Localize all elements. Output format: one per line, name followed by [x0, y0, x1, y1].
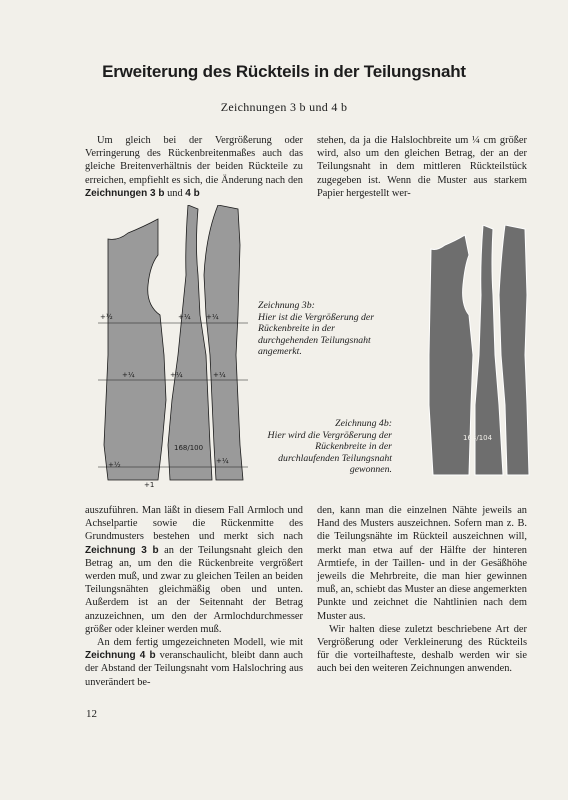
- pattern-piece-side: [104, 219, 166, 480]
- page-subtitle: Zeichnungen 3 b und 4 b: [220, 100, 348, 114]
- page-number: 12: [86, 708, 97, 720]
- caption-4b: [262, 418, 392, 476]
- bold-reference: Zeichnung 3 b: [85, 544, 159, 556]
- measure-label: +¼: [216, 457, 229, 465]
- measure-label: +¼: [213, 371, 226, 379]
- paragraph-text: veranschaulicht, bleibt dann auch der Abstand der Teilungsnaht vom Halslochring aus unverändert be-: [85, 650, 303, 688]
- paragraph-text: Wir halten diese zuletzt beschriebene Art der Vergrößerung oder Verkleinerung des Rückteils für die vorteilhafteste, deshalb werden wir sie auch bei den weiteren Zeichnungen anwenden.: [317, 623, 527, 675]
- bold-reference: Zeichnungen 3 b: [85, 187, 165, 199]
- paragraph-text: An dem fertig umgezeichneten Modell, wie mit: [97, 637, 303, 649]
- measure-label: +1: [144, 481, 155, 489]
- measure-label: +¼: [170, 371, 183, 379]
- text-column-bottom-left: [85, 504, 303, 689]
- pattern-figure-4b: [425, 225, 535, 485]
- paragraph-text: an der Teilungsnaht gleich den Betrag an, um den die Rückenbreite vergrößert werden muß, und zwar zu gleichen Teilen an beiden Teilungsnähten gleichmäßig oben und unten. Außerdem ist an der Seitennaht der Betrag anzuzeichnen, um den der Armlochdurchmesser größer oder kleiner werden muß.: [85, 544, 303, 635]
- measure-label: +¼: [178, 313, 191, 321]
- pattern-figure-3b: [98, 205, 248, 490]
- measure-label: +¼: [122, 371, 135, 379]
- measure-label: +½: [108, 461, 121, 469]
- measure-label: +¼: [206, 313, 219, 321]
- text-column-top-right: [317, 134, 527, 200]
- page-title: Erweiterung des Rückteils in der Teilungsnaht: [102, 62, 466, 81]
- paragraph-text: stehen, da ja die Halslochbreite um ¼ cm größer wird, also um den gleichen Betrag, der an der Teilungsnaht in dem mittleren Rückteilstück zugegeben ist. Wenn die Muster aus starkem Papier hergestellt wer-: [317, 135, 527, 199]
- caption-title: Zeichnung 3b:: [258, 300, 315, 311]
- caption-text: Hier ist die Vergrößerung der Rückenbreite in der durchgehenden Teilungsnaht angemerkt.: [258, 311, 375, 357]
- size-label: 168/104: [463, 434, 493, 442]
- paragraph-text: den, kann man die einzelnen Nähte jeweils an Hand des Musters auszeichnen. Sofern man z. B. die Teilungsnähte im Rückteil auszeichnen will, merkt man etwa auf der Hälfte der hinteren Armtiefe, in der Taillen- und in der Gesäßhöhe jeweils die Mehrbreite, die man hier gewinnen muß, an, schiebt das Muster an diese angemerkten Punkte und zeichnet die Nahtlinien nach dem Muster aus.: [317, 505, 527, 622]
- text-column-bottom-right: [317, 504, 527, 676]
- text-column-top-left: [85, 134, 303, 200]
- paragraph-text: Um gleich bei der Vergrößerung oder Verringerung des Rückenbreitenmaßes auch das gleiche Breitenverhältnis der beiden Rückteile zu erreichen, empfiehlt es sich, die Änderung nach den: [85, 135, 303, 186]
- caption-title: Zeichnung 4b:: [335, 418, 392, 429]
- bold-reference: 4 b: [185, 187, 200, 199]
- size-label: 168/100: [174, 444, 204, 452]
- caption-3b: [258, 300, 388, 358]
- paragraph-text: auszuführen. Man läßt in diesem Fall Armloch und Achselpartie sowie die Rückenmitte des Grundmusters bestehen und merkt sich nach: [85, 505, 303, 543]
- bold-reference: Zeichnung 4 b: [85, 650, 156, 662]
- pattern-piece-middle: [168, 205, 212, 480]
- conjunction: und: [167, 187, 183, 199]
- caption-text: Hier wird die Vergrößerung der Rückenbreite in der durchlaufenden Teilungsnaht gewonnen.: [267, 429, 392, 475]
- pattern-piece-center: [499, 225, 529, 475]
- measure-label: +½: [100, 313, 113, 321]
